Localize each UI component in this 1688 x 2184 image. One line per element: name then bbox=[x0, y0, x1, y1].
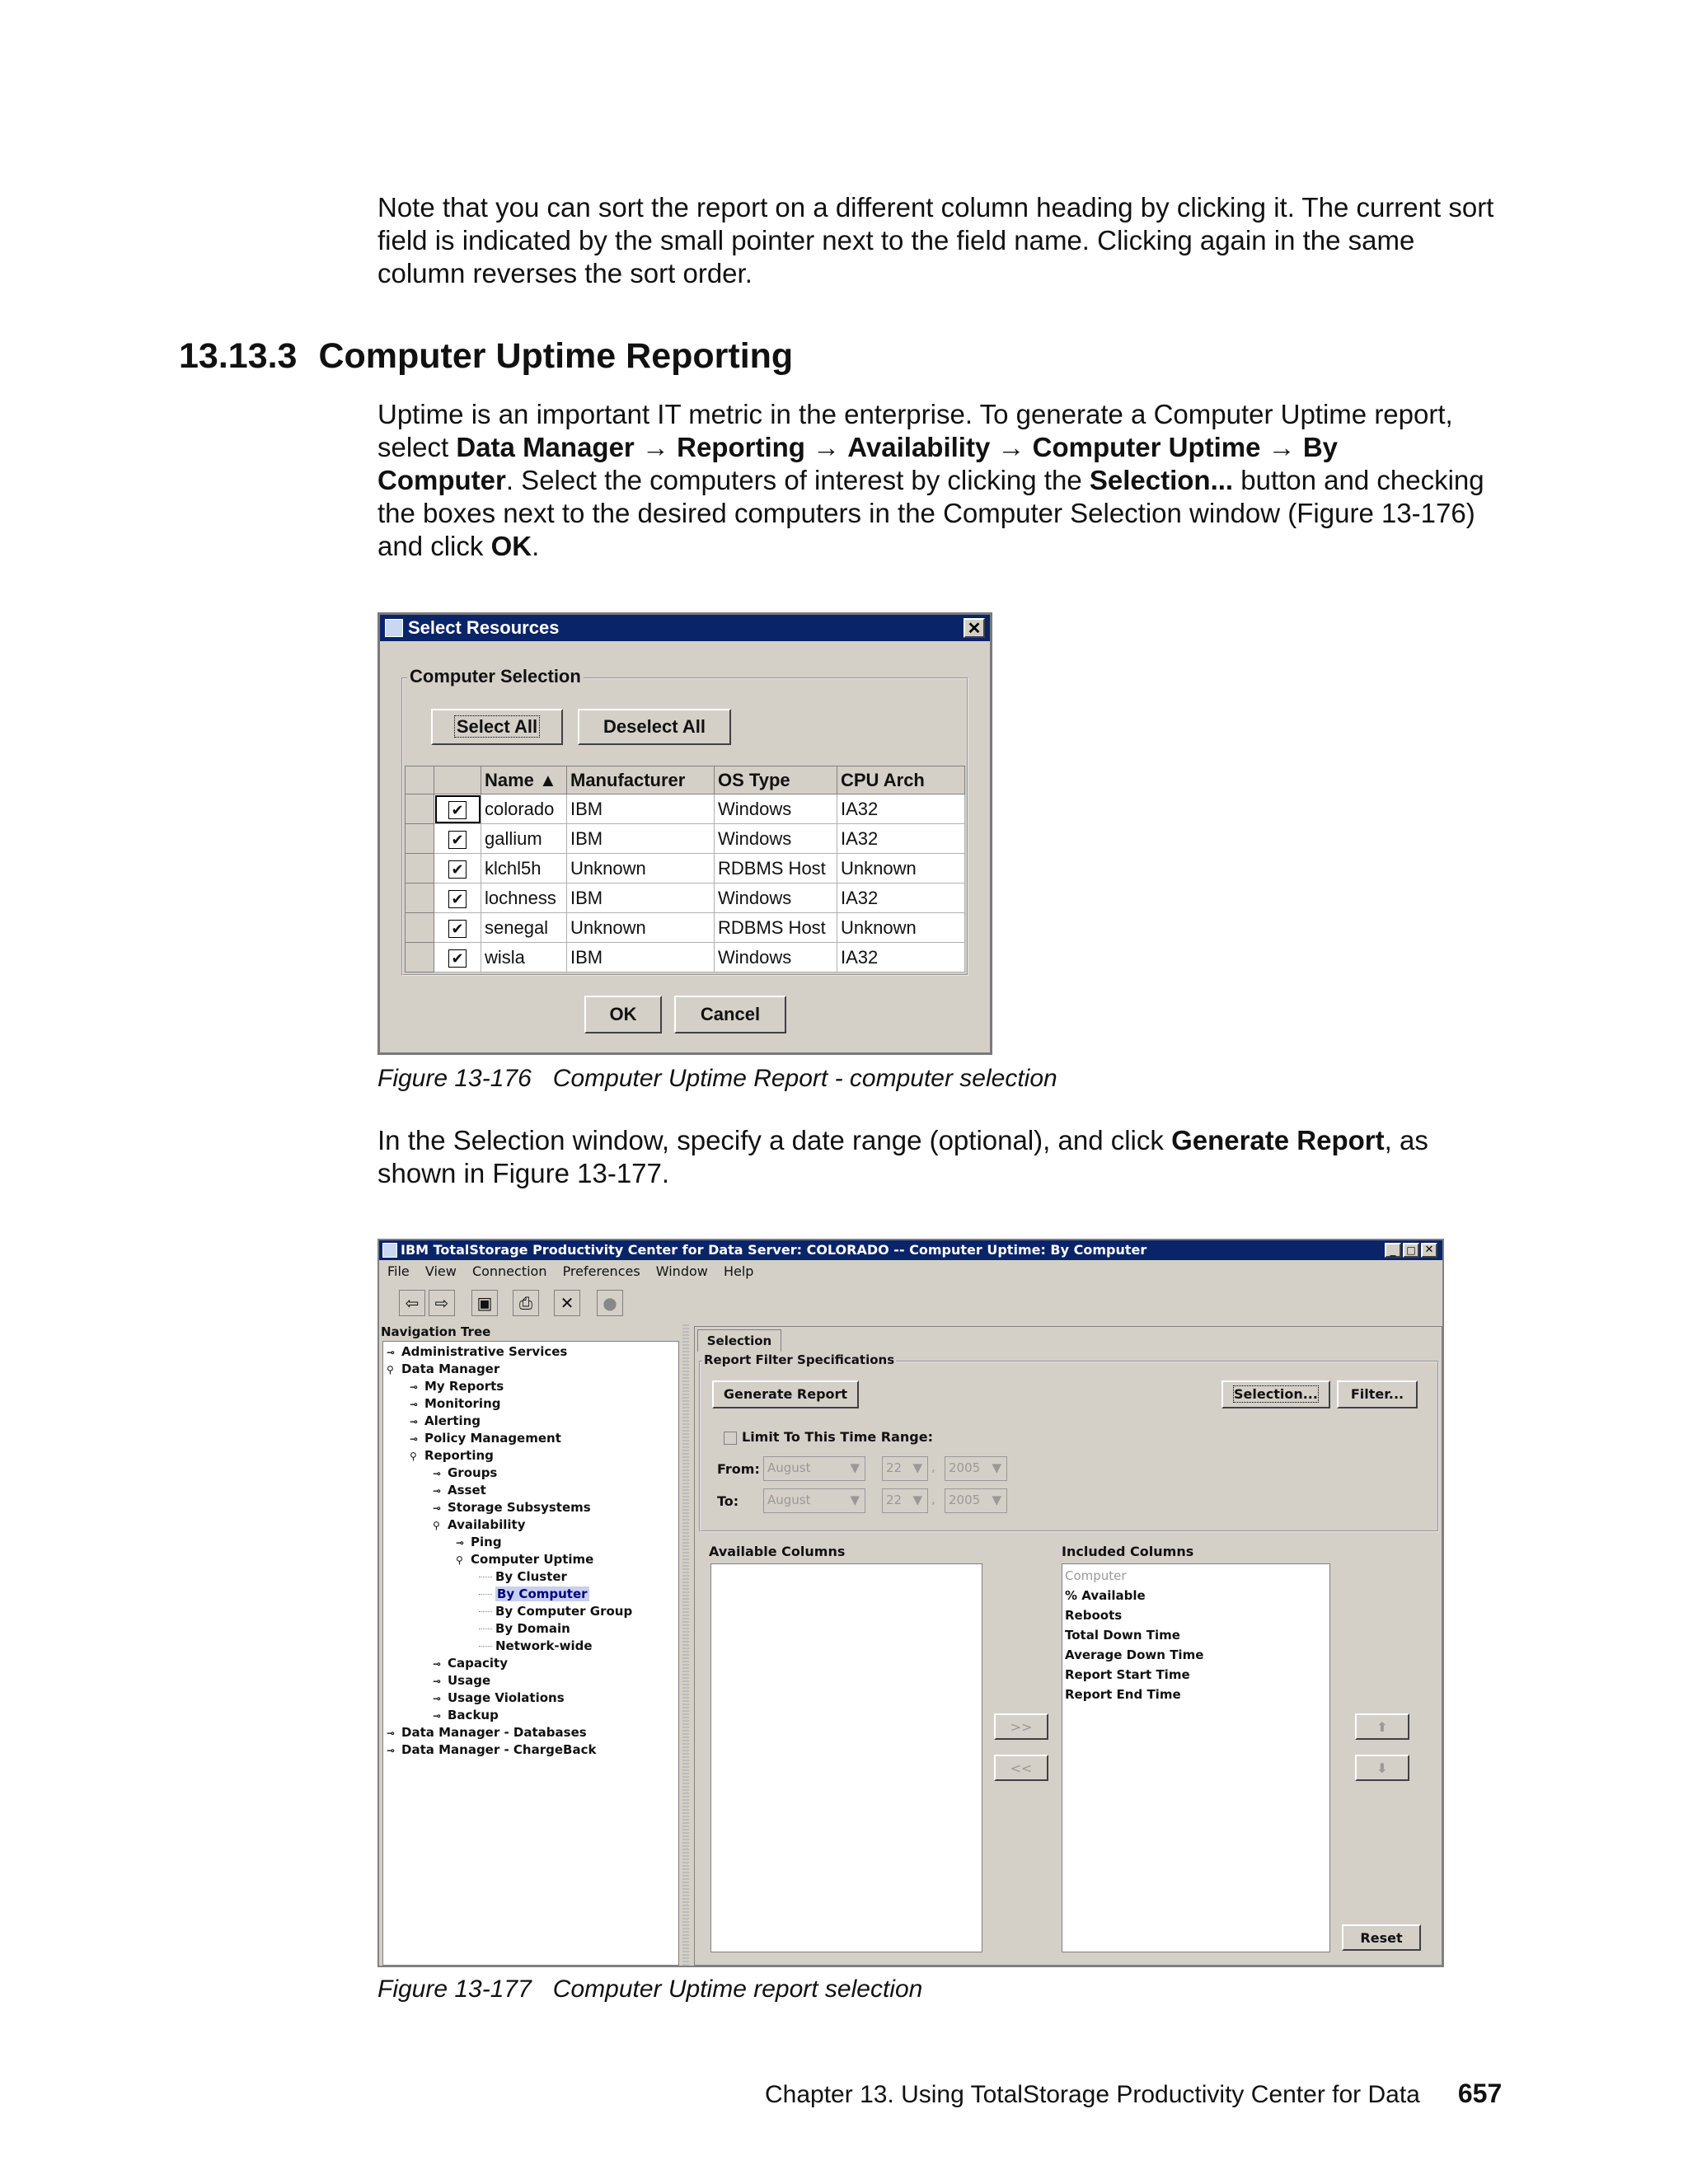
nav-item-label: By Computer Group bbox=[495, 1604, 633, 1619]
nav-item[interactable] bbox=[387, 1361, 499, 1379]
to-year-select[interactable]: 2005 ▼ bbox=[945, 1488, 1007, 1513]
dialog-titlebar bbox=[380, 615, 990, 641]
cell-manufacturer: IBM bbox=[567, 824, 715, 854]
nav-item-label: Capacity bbox=[448, 1656, 508, 1671]
nav-item-label: By Computer bbox=[497, 1586, 588, 1601]
move-up-icon[interactable]: ⬆ bbox=[1355, 1713, 1409, 1740]
nav-item[interactable] bbox=[479, 1620, 570, 1638]
from-day-select[interactable]: 22 ▼ bbox=[882, 1456, 928, 1481]
list-item[interactable]: Report Start Time bbox=[1065, 1667, 1190, 1682]
nav-item-label: Groups bbox=[448, 1465, 498, 1480]
row-header bbox=[406, 913, 434, 943]
nav-item-label: Usage bbox=[448, 1673, 491, 1688]
row-checkbox[interactable] bbox=[434, 913, 481, 943]
group-label: Computer Selection bbox=[407, 666, 584, 687]
nav-item[interactable] bbox=[433, 1690, 565, 1708]
app-icon bbox=[385, 619, 403, 637]
cell-os-type: Windows bbox=[715, 824, 837, 854]
to-day-select[interactable]: 22 ▼ bbox=[882, 1488, 928, 1513]
key-collapsed-icon[interactable]: ⊸ bbox=[433, 1675, 442, 1687]
nav-item[interactable] bbox=[410, 1413, 481, 1431]
nav-item[interactable] bbox=[387, 1343, 567, 1361]
key-collapsed-icon[interactable]: ⊸ bbox=[433, 1710, 442, 1722]
check-icon[interactable]: ✔ bbox=[448, 949, 467, 968]
nav-item-label: Asset bbox=[448, 1483, 486, 1497]
included-columns-label: Included Columns bbox=[1062, 1544, 1194, 1559]
cell-os-type: RDBMS Host bbox=[715, 854, 837, 883]
tree-leaf-line bbox=[479, 1611, 492, 1612]
list-item[interactable]: Average Down Time bbox=[1065, 1647, 1204, 1662]
list-item[interactable]: % Available bbox=[1065, 1588, 1146, 1603]
cell-os-type: Windows bbox=[715, 883, 837, 913]
nav-item-label: Usage Violations bbox=[448, 1690, 565, 1705]
cell-cpu-arch: Unknown bbox=[837, 913, 965, 943]
section-title: Computer Uptime Reporting bbox=[318, 336, 794, 376]
check-icon[interactable]: ✔ bbox=[448, 801, 467, 819]
select-resources-dialog bbox=[377, 612, 992, 1055]
list-item[interactable]: Total Down Time bbox=[1065, 1628, 1180, 1643]
key-collapsed-icon[interactable]: ⊸ bbox=[410, 1416, 419, 1427]
computer-table bbox=[405, 766, 965, 972]
cell-name: lochness bbox=[481, 883, 567, 913]
check-icon[interactable]: ✔ bbox=[448, 831, 467, 849]
cell-name: colorado bbox=[481, 794, 567, 824]
figure-caption-177: Figure 13-177 Computer Uptime report selection bbox=[377, 1975, 923, 2003]
cell-manufacturer: IBM bbox=[567, 794, 715, 824]
row-checkbox[interactable] bbox=[434, 854, 481, 883]
nav-item[interactable] bbox=[410, 1430, 561, 1448]
key-collapsed-icon[interactable]: ⊸ bbox=[456, 1537, 465, 1549]
to-month-select[interactable]: August ▼ bbox=[763, 1488, 865, 1513]
table-row[interactable] bbox=[406, 824, 965, 854]
close-icon[interactable]: ✕ bbox=[964, 618, 985, 638]
move-down-icon[interactable]: ⬇ bbox=[1355, 1755, 1409, 1781]
instructions-paragraph: Uptime is an important IT metric in the enterprise. To generate a Computer Uptime report, select Data Manager → Reporting → Availability → Computer Uptime → By Computer. Select the computers of interest by clicking the Selection... button and checking the boxes next to the desired computers in the Computer Selection window (Figure 13-176) and click OK. bbox=[377, 399, 1484, 561]
nav-item-label: Policy Management bbox=[424, 1431, 561, 1446]
column-header-os-type[interactable]: OS Type bbox=[715, 766, 837, 794]
nav-item-label: Data Manager - Databases bbox=[401, 1725, 587, 1740]
cell-manufacturer: Unknown bbox=[567, 854, 715, 883]
check-column-header bbox=[434, 766, 481, 794]
nav-item-label: Network-wide bbox=[495, 1638, 593, 1653]
menu-view[interactable]: View bbox=[424, 1263, 457, 1279]
from-month-select[interactable]: August ▼ bbox=[763, 1456, 865, 1481]
nav-item[interactable] bbox=[410, 1378, 504, 1396]
nav-tree-title: Navigation Tree bbox=[381, 1324, 491, 1339]
forward-icon[interactable]: ⇨ bbox=[429, 1290, 455, 1316]
to-label: To: bbox=[717, 1493, 739, 1509]
nav-item-label: Monitoring bbox=[424, 1396, 501, 1411]
limit-time-checkbox[interactable] bbox=[724, 1432, 737, 1445]
nav-tree bbox=[382, 1341, 679, 1966]
nav-item-label: Backup bbox=[448, 1708, 499, 1722]
cell-name: gallium bbox=[481, 824, 567, 854]
list-item[interactable]: Reboots bbox=[1065, 1608, 1123, 1623]
nav-item[interactable] bbox=[433, 1655, 508, 1673]
cell-name: klchl5h bbox=[481, 854, 567, 883]
generate-report-button[interactable]: Generate Report bbox=[712, 1380, 859, 1408]
nav-item-label: Data Manager bbox=[401, 1361, 500, 1376]
nav-item-label: Reporting bbox=[424, 1448, 494, 1463]
key-collapsed-icon[interactable]: ⊸ bbox=[387, 1347, 396, 1358]
cell-manufacturer: Unknown bbox=[567, 913, 715, 943]
cell-name: wisla bbox=[481, 943, 567, 972]
section-number: 13.13.3 bbox=[179, 336, 298, 376]
nav-item[interactable] bbox=[456, 1534, 502, 1552]
key-collapsed-icon[interactable]: ⊸ bbox=[410, 1381, 419, 1393]
remove-column-button[interactable]: << bbox=[994, 1755, 1048, 1781]
nav-item-label: Storage Subsystems bbox=[448, 1500, 591, 1515]
limit-time-label: Limit To This Time Range: bbox=[742, 1429, 933, 1445]
app-title: IBM TotalStorage Productivity Center for Data Server: COLORADO -- Computer Uptime: By Computer bbox=[401, 1242, 1147, 1258]
nav-item[interactable] bbox=[479, 1603, 632, 1620]
add-column-button[interactable]: >> bbox=[994, 1713, 1048, 1740]
cell-cpu-arch: IA32 bbox=[837, 824, 965, 854]
row-header bbox=[406, 943, 434, 972]
nav-item[interactable] bbox=[433, 1672, 490, 1690]
cell-cpu-arch: IA32 bbox=[837, 883, 965, 913]
key-collapsed-icon[interactable]: ⊸ bbox=[387, 1745, 396, 1756]
nav-item-label: Data Manager - ChargeBack bbox=[401, 1742, 597, 1757]
available-columns-label: Available Columns bbox=[709, 1544, 846, 1559]
menu-help[interactable]: Help bbox=[723, 1263, 754, 1279]
selection-paragraph: In the Selection window, specify a date range (optional), and click Generate Report, as shown in Figure 13-177. bbox=[377, 1125, 1428, 1188]
print-icon[interactable]: ⎙ bbox=[513, 1290, 539, 1316]
column-header-name[interactable]: Name ▲ bbox=[481, 766, 567, 794]
row-checkbox[interactable] bbox=[434, 943, 481, 972]
nav-item[interactable] bbox=[387, 1724, 587, 1742]
table-row[interactable] bbox=[406, 943, 965, 972]
page-number: 657 bbox=[1457, 2079, 1503, 2108]
app-window: IBM TotalStorage Productivity Center for Data Server: COLORADO -- Computer Uptime: By Computer _ □ ✕ File View Connection Preferences Window Help ⇦ ⇨ ▣ ⎙ ✕ ● Navigation Tree ⊸ Administrative Services ⚲ Data Manager ⊸ My Reports ⊸ Monitoring ⊸ Alerting ⊸ Policy Management ⚲ Reporting ⊸ Groups ⊸ Asset ⊸ Storage Subsystems ⚲ Availability ⊸ Ping ⚲ Computer Uptime By Cluster By Computer By Computer Group By Domain Network-wide ⊸ Capacity ⊸ Usage ⊸ Usage Violations ⊸ Backup ⊸ Data Manager - Databases ⊸ Data Manager - ChargeBack Selection Report Filter Specifications Generate Report Selection... Filter... Limit To This Time Range: From: August ▼ 22 ▼ , 2005 ▼ To: August ▼ 22 ▼ , 2005 ▼ Available Columns >> << Included Columns Computer % Available Reboots Total Down Time Average Down Time Report Start Time Report End Time ⬆ ⬇ Reset bbox=[377, 1239, 1444, 1967]
stop-icon[interactable]: ● bbox=[597, 1290, 623, 1316]
table-header-row bbox=[406, 766, 965, 794]
filter-group-label: Report Filter Specifications bbox=[704, 1352, 895, 1367]
from-label: From: bbox=[717, 1461, 760, 1477]
column-header-cpu-arch[interactable]: CPU Arch bbox=[837, 766, 965, 794]
check-icon[interactable]: ✔ bbox=[448, 860, 467, 879]
intro-paragraph: Note that you can sort the report on a different column heading by clicking it. The current sort field is indicated by the small pointer next to the field name. Clicking again in the same column reverses the sort order. bbox=[377, 192, 1494, 288]
nav-item[interactable] bbox=[433, 1465, 497, 1483]
cell-cpu-arch: Unknown bbox=[837, 854, 965, 883]
nav-item[interactable] bbox=[456, 1551, 593, 1569]
dialog-title: Select Resources bbox=[408, 617, 560, 638]
key-collapsed-icon[interactable]: ⊸ bbox=[410, 1399, 419, 1410]
table-row[interactable] bbox=[406, 883, 965, 913]
menu-window[interactable]: Window bbox=[655, 1263, 708, 1279]
key-collapsed-icon[interactable]: ⊸ bbox=[433, 1693, 442, 1704]
cell-cpu-arch: IA32 bbox=[837, 943, 965, 972]
key-collapsed-icon[interactable]: ⊸ bbox=[410, 1433, 419, 1445]
nav-item[interactable] bbox=[479, 1638, 593, 1655]
nav-item[interactable] bbox=[479, 1586, 589, 1603]
key-collapsed-icon[interactable]: ⊸ bbox=[433, 1502, 442, 1514]
table-row[interactable] bbox=[406, 794, 965, 824]
check-icon[interactable]: ✔ bbox=[448, 890, 467, 908]
nav-item-label: My Reports bbox=[424, 1379, 504, 1394]
nav-item-label: Alerting bbox=[424, 1413, 481, 1428]
menu-preferences[interactable]: Preferences bbox=[562, 1263, 640, 1279]
cell-os-type: Windows bbox=[715, 943, 837, 972]
key-collapsed-icon[interactable]: ⊸ bbox=[433, 1468, 442, 1479]
nav-item[interactable] bbox=[479, 1568, 567, 1586]
maximize-icon[interactable]: □ bbox=[1403, 1243, 1419, 1258]
nav-item-label: Ping bbox=[471, 1535, 502, 1549]
ok-button[interactable]: OK bbox=[584, 996, 662, 1033]
save-icon[interactable]: ▣ bbox=[471, 1290, 498, 1316]
row-header-corner bbox=[406, 766, 434, 794]
nav-item-label: Computer Uptime bbox=[471, 1552, 594, 1567]
splitter[interactable] bbox=[682, 1324, 689, 1966]
list-item[interactable]: Report End Time bbox=[1065, 1687, 1181, 1702]
table-row[interactable] bbox=[406, 913, 965, 943]
column-header-manufacturer[interactable]: Manufacturer bbox=[567, 766, 715, 794]
reset-button[interactable]: Reset bbox=[1342, 1924, 1421, 1951]
page-footer bbox=[765, 2079, 1502, 2109]
cell-name: senegal bbox=[481, 913, 567, 943]
menu-connection[interactable]: Connection bbox=[471, 1263, 547, 1279]
table-row[interactable] bbox=[406, 854, 965, 883]
from-year-select[interactable]: 2005 ▼ bbox=[945, 1456, 1007, 1481]
back-icon[interactable]: ⇦ bbox=[399, 1290, 425, 1316]
nav-item-label: Administrative Services bbox=[401, 1344, 568, 1359]
row-checkbox[interactable] bbox=[434, 824, 481, 854]
cell-cpu-arch: IA32 bbox=[837, 794, 965, 824]
cell-os-type: RDBMS Host bbox=[715, 913, 837, 943]
key-expanded-icon[interactable]: ⚲ bbox=[387, 1364, 394, 1376]
nav-item-label: Availability bbox=[448, 1517, 526, 1532]
check-icon[interactable]: ✔ bbox=[448, 920, 467, 938]
nav-item[interactable] bbox=[433, 1707, 499, 1725]
section-heading bbox=[179, 336, 793, 377]
key-expanded-icon[interactable]: ⚲ bbox=[433, 1520, 440, 1531]
minimize-icon[interactable]: _ bbox=[1385, 1243, 1401, 1258]
key-collapsed-icon[interactable]: ⊸ bbox=[387, 1727, 396, 1739]
key-expanded-icon[interactable]: ⚲ bbox=[410, 1451, 417, 1462]
nav-item[interactable] bbox=[387, 1741, 596, 1760]
cell-manufacturer: IBM bbox=[567, 883, 715, 913]
row-checkbox[interactable] bbox=[434, 794, 481, 824]
tree-leaf-line bbox=[479, 1646, 492, 1647]
footer-chapter: Chapter 13. Using TotalStorage Productivity Center for Data bbox=[765, 2081, 1420, 2108]
app-titlebar bbox=[379, 1240, 1442, 1260]
cell-manufacturer: IBM bbox=[567, 943, 715, 972]
menu-bar bbox=[387, 1263, 765, 1279]
row-header bbox=[406, 854, 434, 883]
row-checkbox[interactable] bbox=[434, 883, 481, 913]
key-collapsed-icon[interactable]: ⊸ bbox=[433, 1658, 442, 1670]
nav-item[interactable] bbox=[433, 1516, 526, 1535]
nav-item[interactable] bbox=[410, 1395, 500, 1413]
selection-button[interactable]: Selection... bbox=[1221, 1380, 1330, 1408]
deselect-all-button[interactable]: Deselect All bbox=[578, 709, 731, 745]
nav-item-label: By Domain bbox=[495, 1621, 570, 1636]
nav-item[interactable] bbox=[433, 1499, 591, 1517]
row-header bbox=[406, 883, 434, 913]
tree-leaf-line bbox=[479, 1594, 492, 1595]
app-icon bbox=[382, 1243, 397, 1258]
key-expanded-icon[interactable]: ⚲ bbox=[456, 1554, 463, 1566]
key-collapsed-icon[interactable]: ⊸ bbox=[433, 1485, 442, 1497]
cell-os-type: Windows bbox=[715, 794, 837, 824]
row-header bbox=[406, 794, 434, 824]
row-header bbox=[406, 824, 434, 854]
available-columns-list[interactable] bbox=[710, 1563, 982, 1952]
close-tab-icon[interactable]: ✕ bbox=[554, 1290, 580, 1316]
close-icon[interactable]: ✕ bbox=[1421, 1243, 1437, 1258]
cancel-button[interactable]: Cancel bbox=[674, 996, 786, 1033]
nav-item[interactable] bbox=[433, 1482, 486, 1500]
menu-file[interactable]: File bbox=[387, 1263, 410, 1279]
nav-item-label: By Cluster bbox=[495, 1569, 567, 1584]
filter-button[interactable]: Filter... bbox=[1337, 1380, 1418, 1408]
select-all-button[interactable]: Select All bbox=[431, 709, 563, 745]
list-item[interactable]: Computer bbox=[1065, 1568, 1127, 1583]
tab-selection[interactable]: Selection bbox=[697, 1329, 781, 1352]
nav-item[interactable] bbox=[410, 1447, 494, 1465]
figure-caption-176: Figure 13-176 Computer Uptime Report - computer selection bbox=[377, 1065, 1057, 1092]
included-columns-list[interactable] bbox=[1062, 1563, 1330, 1952]
